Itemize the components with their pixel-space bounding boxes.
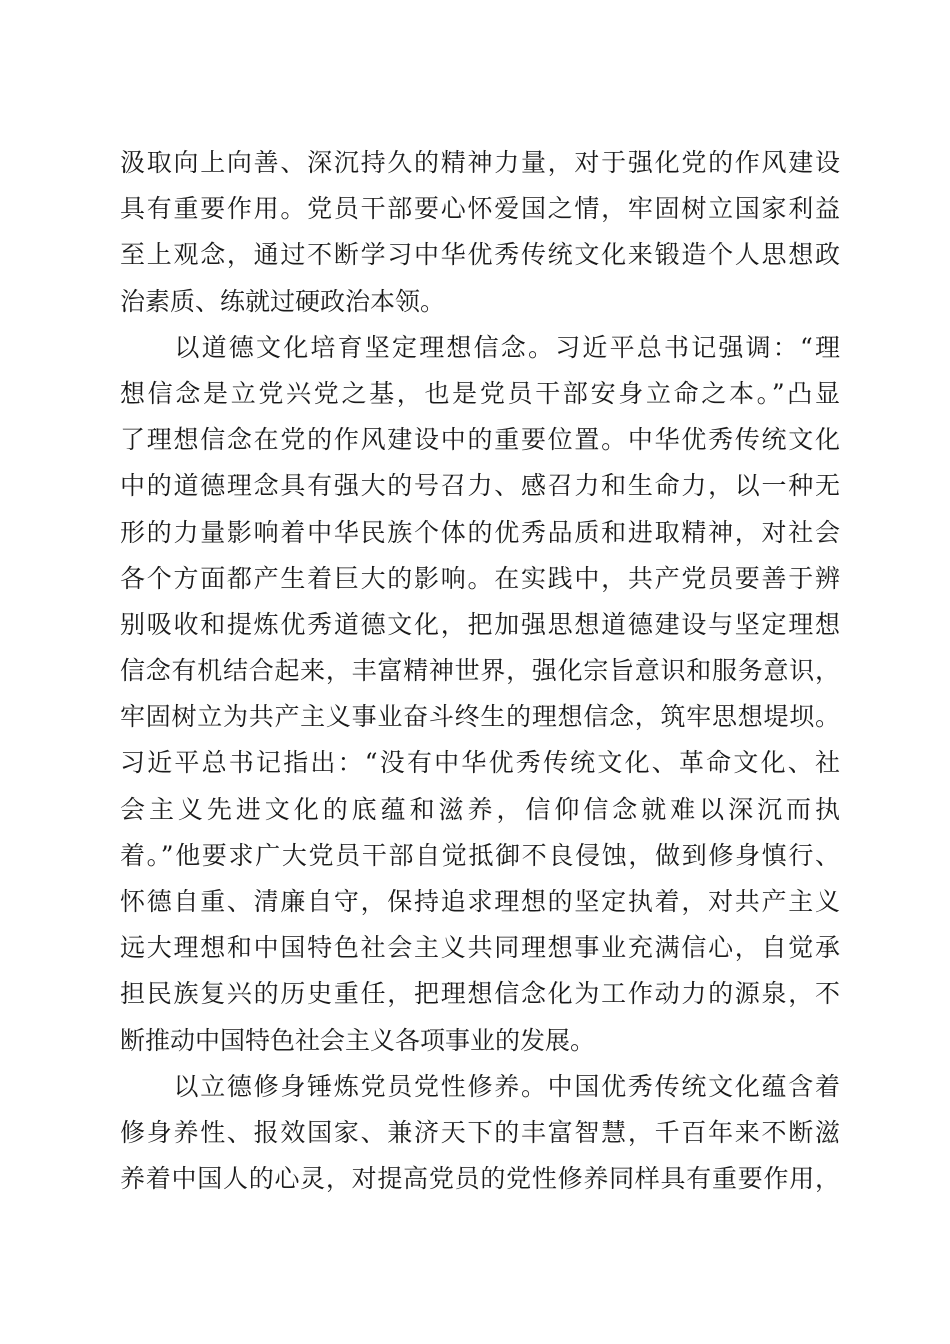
- text-line: 了理想信念在党的作风建设中的重要位置。中华优秀传统文化: [120, 425, 840, 455]
- text-line: 怀德自重、清廉自守，保持追求理想的坚定执着，对共产主义: [120, 887, 840, 916]
- text-line: 养着中国人的心灵，对提高党员的党性修养同样具有重要作用，: [120, 1164, 840, 1194]
- text-line: 形的力量影响着中华民族个体的优秀品质和进取精神，对社会: [120, 517, 840, 547]
- text-line: 远大理想和中国特色社会主义共同理想事业充满信心，自觉承: [120, 933, 840, 963]
- text-line: 牢固树立为共产主义事业奋斗终生的理想信念，筑牢思想堤坝。: [120, 702, 840, 732]
- text-line: 别吸收和提炼优秀道德文化，把加强思想道德建设与坚定理想: [120, 609, 840, 639]
- text-line: 各个方面都产生着巨大的影响。在实践中，共产党员要善于辨: [120, 563, 840, 593]
- text-line: 修身养性、报效国家、兼济天下的丰富智慧，千百年来不断滋: [120, 1117, 840, 1147]
- text-line: 担民族复兴的历史重任，把理想信念化为工作动力的源泉，不: [120, 979, 840, 1009]
- text-line: 中的道德理念具有强大的号召力、感召力和生命力，以一种无: [120, 471, 840, 501]
- text-line: 至上观念，通过不断学习中华优秀传统文化来锻造个人思想政: [120, 240, 840, 270]
- text-line: 断推动中国特色社会主义各项事业的发展。: [120, 1025, 596, 1055]
- text-line: 会主义先进文化的底蕴和滋养，信仰信念就难以深沉而执: [120, 794, 840, 824]
- text-line: 以立德修身锤炼党员党性修养。中国优秀传统文化蕴含着: [120, 1071, 840, 1101]
- text-line: 具有重要作用。党员干部要心怀爱国之情，牢固树立国家利益: [120, 194, 840, 224]
- text-line: 治素质、练就过硬政治本领。: [120, 286, 446, 316]
- text-line: 着。”他要求广大党员干部自觉抵御不良侵蚀，做到修身慎行、: [120, 840, 840, 870]
- text-line: 想信念是立党兴党之基，也是党员干部安身立命之本。”凸显: [120, 378, 840, 408]
- text-line: 信念有机结合起来，丰富精神世界，强化宗旨意识和服务意识，: [120, 656, 840, 686]
- body-text: [120, 140, 840, 1202]
- text-line: 汲取向上向善、深沉持久的精神力量，对于强化党的作风建设: [120, 148, 840, 177]
- text-line: 习近平总书记指出：“没有中华优秀传统文化、革命文化、社: [120, 748, 840, 778]
- text-line: 以道德文化培育坚定理想信念。习近平总书记强调：“理: [120, 332, 840, 362]
